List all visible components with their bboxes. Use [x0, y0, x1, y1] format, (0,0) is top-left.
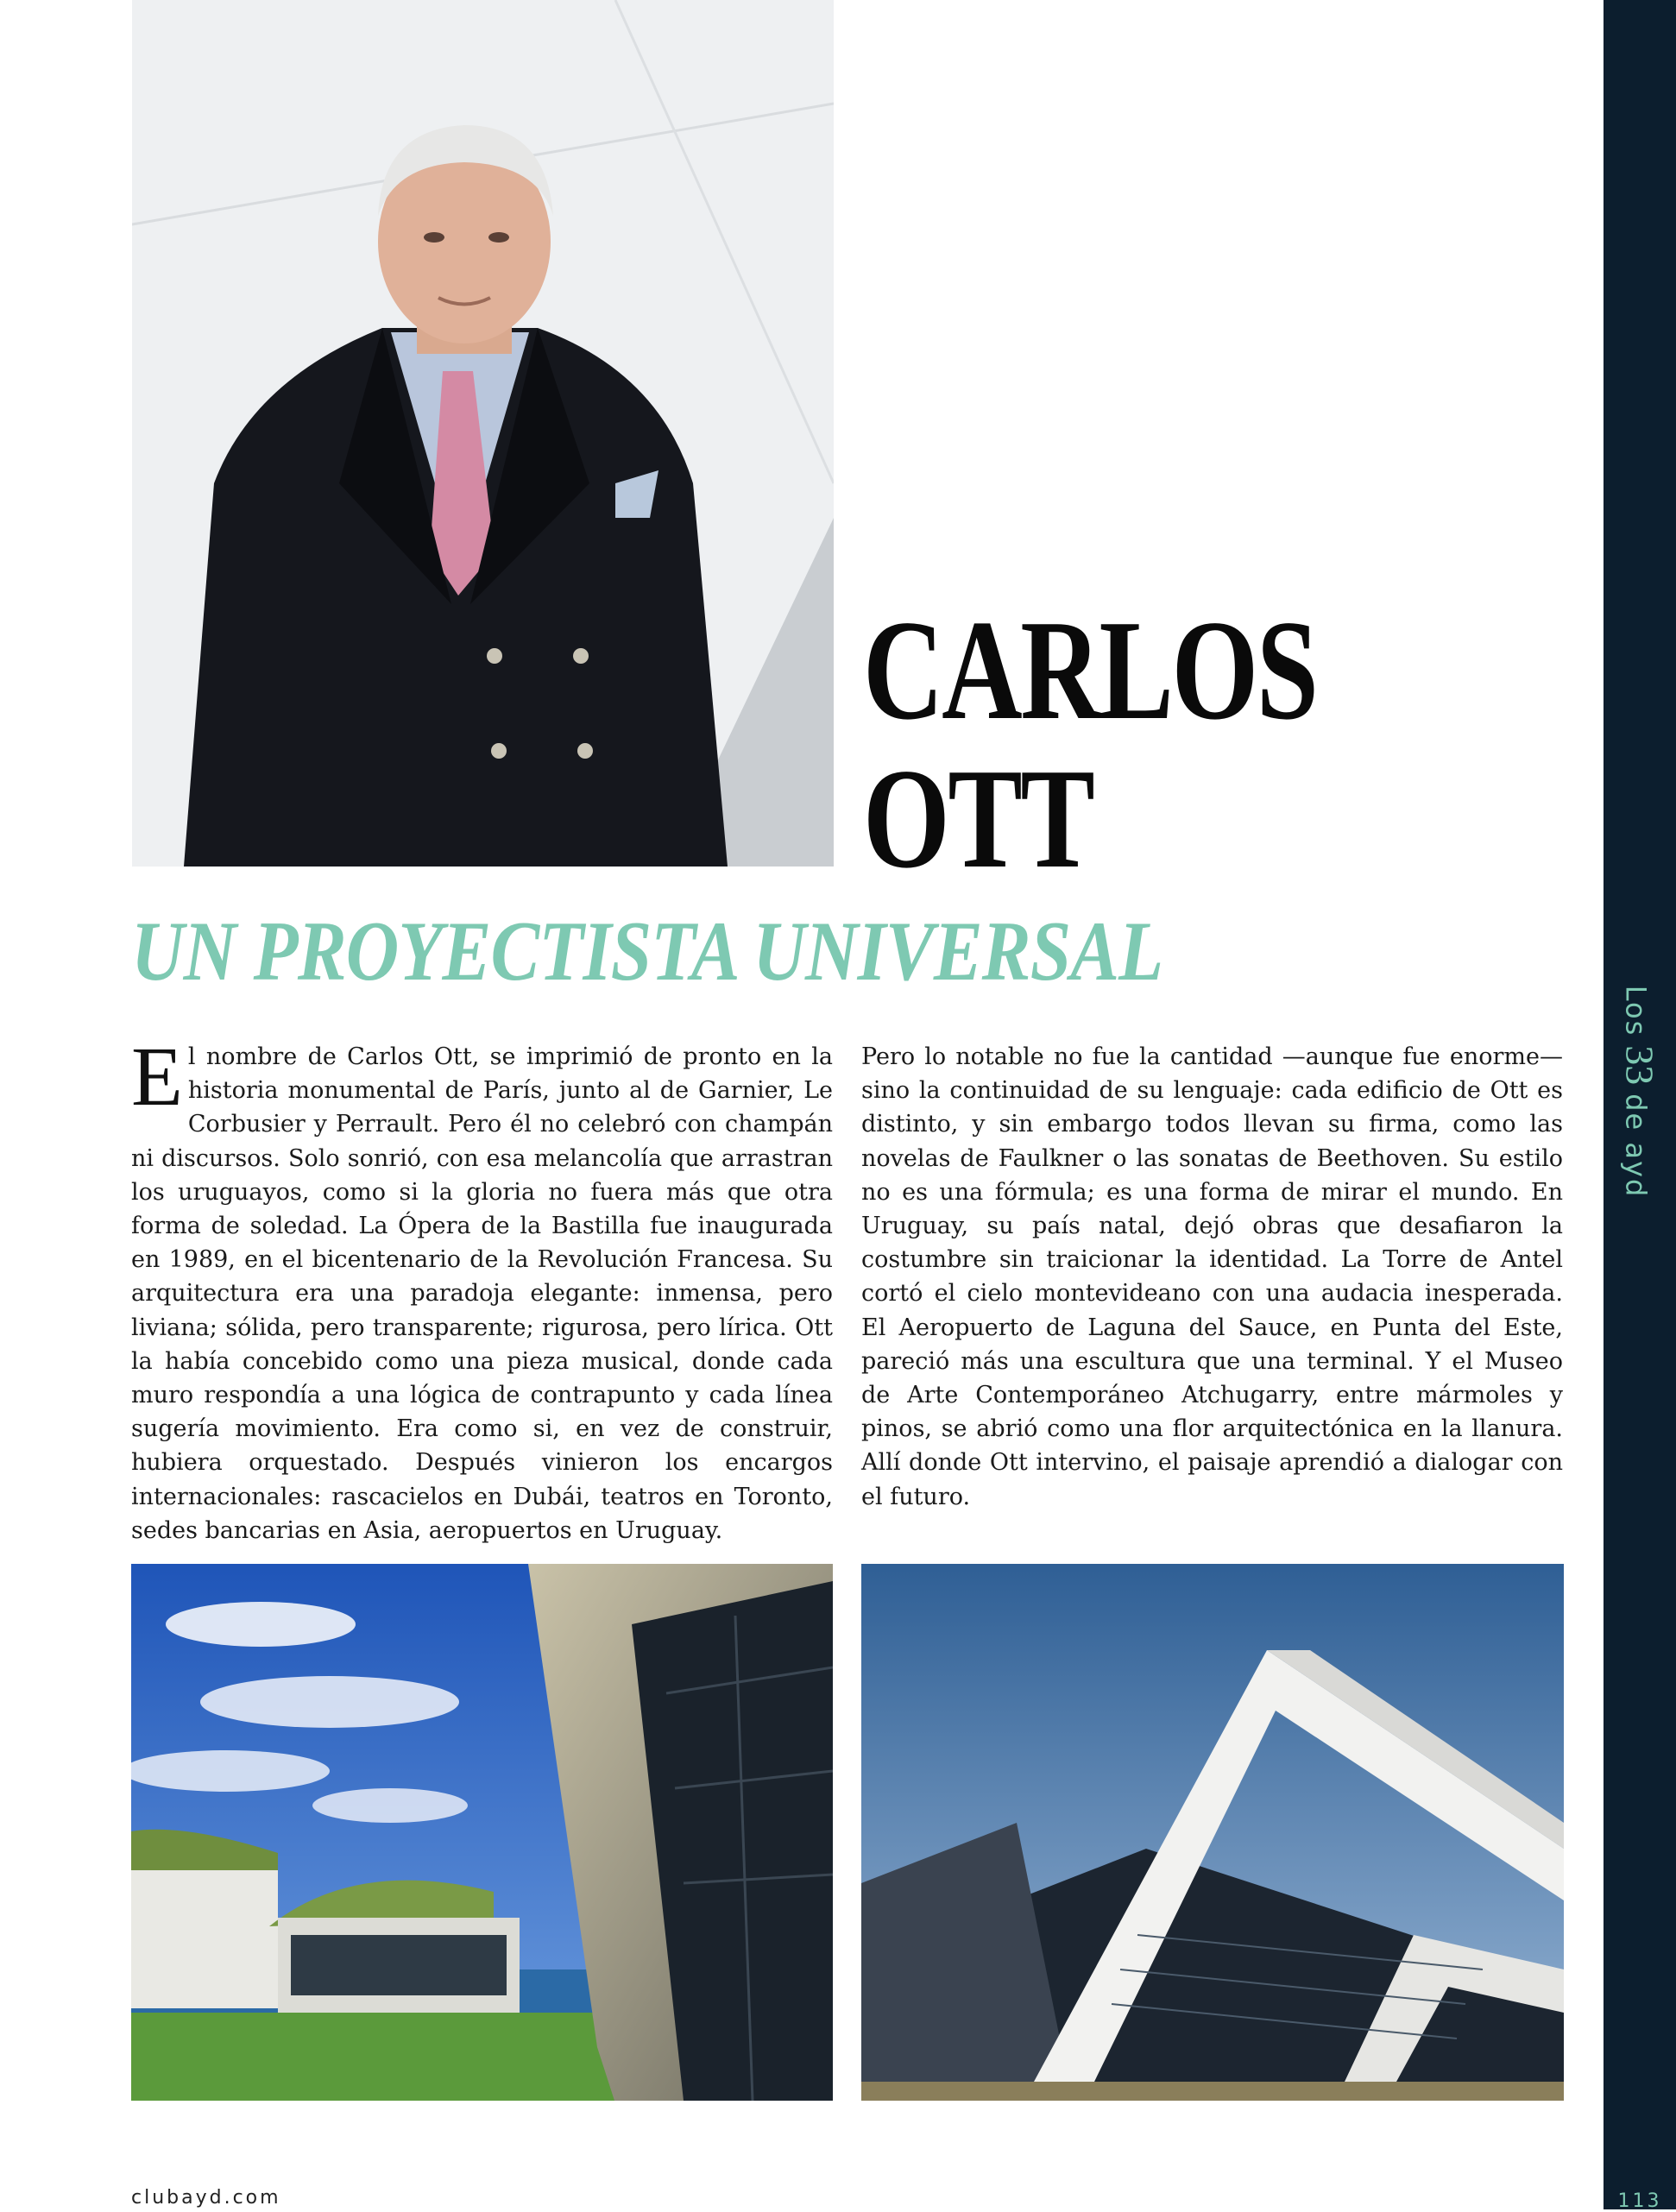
section-label-prefix: Los — [1619, 985, 1653, 1037]
column-1-text: l nombre de Carlos Ott, se imprimió de pronto en la historia monumental de París, junto al de Garnier, Le Corbusier y Perrault. Pero él no celebró con champán ni discursos. Solo sonrió, con esa melancolía que arrastran los uruguayos, como si la gloria no fuera más que otra forma de soledad. La Ópera de la Bastilla fue inaugurada en 1989, en el bicentenario de la Revolución Francesa. Su arquitectura era una paradoja elegante: inmensa, pero liviana; sólida, pero transparente; rigurosa, pero lírica. Ott la había concebido como una pieza musical, donde cada muro respondía a una lógica de contrapunto y cada línea sugería movimiento. Era como si, en vez de construir, hubiera orquestado. Después vinieron los encargos internacionales: rascacielos en Dubái, teatros en Toronto, sedes bancarias en Asia, aeropuertos en Uruguay. — [131, 1043, 833, 1544]
portrait-photo — [132, 0, 834, 867]
title-line-1: CARLOS — [863, 590, 1317, 749]
building-photo-right — [861, 1564, 1564, 2101]
portrait-illustration — [132, 0, 834, 867]
section-label-suffix: de ayd — [1619, 1093, 1653, 1199]
drop-cap: E — [131, 1030, 183, 1124]
footer-website: clubayd.com — [131, 2187, 281, 2209]
section-label-number: 33 — [1617, 1045, 1662, 1086]
page-number: 113 — [1617, 2190, 1662, 2212]
angular-terminal-illustration — [861, 1564, 1564, 2101]
article-column-1 — [131, 1030, 833, 1547]
section-label — [1617, 986, 1663, 1199]
article-column-2: Pero lo notable no fue la cantidad —aunque fue enorme— sino la continuidad de su lenguaje: cada edificio de Ott es distinto, y sin embargo todos llevan su firma, como las novelas de Faulkner o las sonatas de Beethoven. Su estilo no es una fórmula; es una forma de mirar el mundo. En Uruguay, su país natal, dejó obras que desafiaron la costumbre sin traicionar la identidad. La Torre de Antel cortó el cielo montevideano con una audacia inesperada. El Aeropuerto de Laguna del Sauce, en Punta del Este, pareció más una escultura que una terminal. Y el Museo de Arte Contemporáneo Atchugarry, entre mármoles y pinos, se abrió como una flor arquitectónica en la llanura. Allí donde Ott intervino, el paisaje aprendió a dialogar con el futuro. — [861, 1043, 1563, 1510]
green-roof-building-illustration — [131, 1564, 833, 2101]
title-line-2: OTT — [863, 739, 1093, 898]
article-title — [863, 590, 1317, 898]
article-subtitle: UN PROYECTISTA UNIVERSAL — [131, 904, 1163, 999]
building-photo-left — [131, 1564, 833, 2101]
